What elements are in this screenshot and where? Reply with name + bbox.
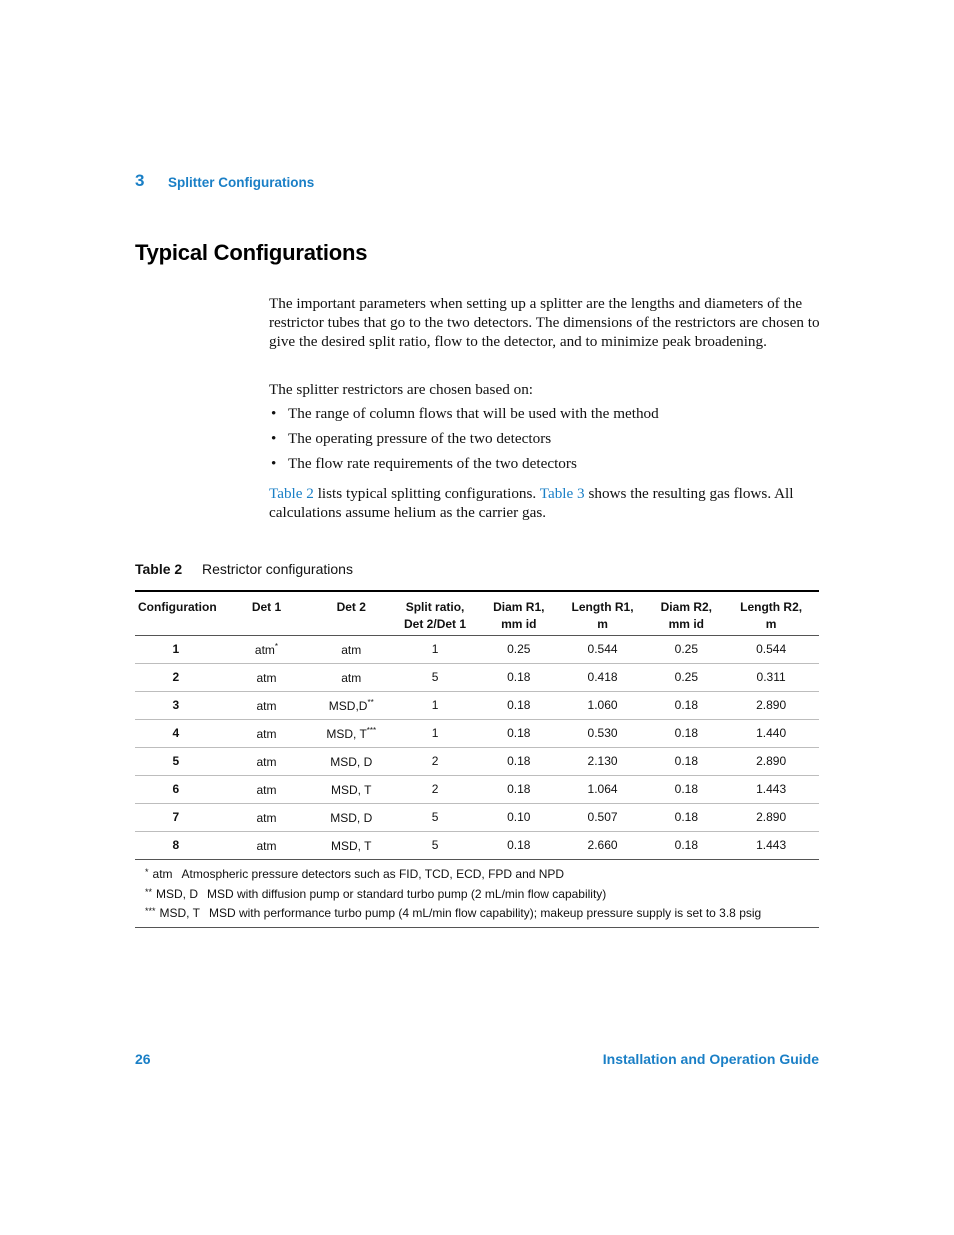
cell-config: 3 — [172, 698, 180, 712]
cell-length-r1: 0.418 — [587, 670, 618, 684]
table-row — [135, 831, 819, 859]
cell-text: atm — [256, 726, 277, 741]
cell-diam-r2: 0.18 — [674, 698, 698, 712]
footnote-marker: * — [145, 867, 149, 877]
column-header-line: Diam R1, — [493, 600, 545, 614]
cell-text: atm — [256, 754, 277, 769]
table-row — [135, 663, 819, 691]
cell-diam-r2: 0.25 — [674, 642, 698, 656]
cell-det1 — [219, 691, 315, 719]
page-number: 26 — [135, 1051, 151, 1067]
footnote-marker: *** — [145, 906, 156, 916]
column-header: Det 2 — [336, 600, 366, 614]
intro-paragraph: The important parameters when setting up a splitter are the lengths and diameters of the restrictor tubes that go to the two detectors. The dimensions of the restrictors are chosen to give the desired split ratio, flow to the detector, and to minimize peak broadening. — [269, 295, 820, 350]
list-item — [269, 429, 821, 454]
table-footnotes — [135, 864, 819, 928]
column-header — [556, 591, 650, 635]
cell-diam-r1: 0.18 — [507, 838, 531, 852]
cell-diam-r2: 0.18 — [674, 726, 698, 740]
cell-split-ratio: 5 — [431, 670, 439, 684]
cell-text: MSD,D — [328, 698, 368, 713]
cell-text: atm — [341, 670, 362, 685]
footnote-marker: * — [274, 641, 279, 651]
column-header-line: m — [765, 617, 777, 631]
column-header-line: mm id — [501, 617, 537, 631]
cell-length-r2: 1.443 — [756, 838, 787, 852]
bullet-icon: • — [271, 430, 277, 447]
footnote-marker: ** — [145, 886, 153, 897]
footnote-marker: *** — [366, 725, 377, 735]
table-row — [135, 803, 819, 831]
cell-length-r2: 2.890 — [756, 754, 787, 768]
cell-text: MSD, D — [330, 810, 373, 825]
cell-split-ratio: 5 — [431, 838, 439, 852]
cell-length-r1: 0.544 — [587, 642, 618, 656]
cell-split-ratio: 1 — [431, 726, 439, 740]
cell-length-r2: 1.440 — [756, 726, 787, 740]
cell-text: MSD, D — [330, 754, 373, 769]
cell-det2 — [314, 775, 388, 803]
cell-split-ratio: 5 — [431, 810, 439, 824]
cell-diam-r1: 0.10 — [507, 810, 531, 824]
cell-text: atm — [254, 642, 275, 657]
table-reference-paragraph — [269, 484, 821, 522]
cell-diam-r1: 0.18 — [507, 782, 531, 796]
cell-config: 7 — [172, 810, 180, 824]
cell-length-r2: 0.311 — [756, 670, 786, 684]
cell-text: atm — [256, 782, 277, 797]
footnote — [145, 884, 819, 904]
criteria-lead-in: The splitter restrictors are chosen based on: — [269, 381, 534, 398]
section-title: Typical Configurations — [135, 240, 368, 265]
paragraph-text: shows the resulting gas flows. All calculations assume helium as the carrier gas. — [269, 485, 794, 521]
cell-length-r2: 2.890 — [756, 698, 787, 712]
cell-text: MSD, T — [331, 838, 372, 853]
footnote-key: MSD, D — [156, 886, 199, 901]
footnote-text: Atmospheric pressure detectors such as FID, TCD, ECD, FPD and NPD — [181, 867, 565, 881]
cell-det1 — [219, 635, 315, 663]
cell-text: MSD, T — [326, 726, 367, 741]
restrictor-configurations-table — [135, 590, 819, 860]
cell-diam-r1: 0.18 — [507, 698, 531, 712]
cell-length-r1: 1.060 — [587, 698, 618, 712]
footnote-text: MSD with diffusion pump or standard turbo pump (2 mL/min flow capability) — [207, 886, 607, 901]
cell-det1 — [219, 663, 315, 691]
cell-length-r1: 1.064 — [587, 782, 618, 796]
cell-length-r1: 2.660 — [587, 838, 618, 852]
cell-det2 — [314, 691, 388, 719]
cell-text: atm — [256, 810, 277, 825]
footnote — [145, 864, 819, 884]
chapter-title: Splitter Configurations — [168, 175, 315, 190]
table-row — [135, 775, 819, 803]
cell-split-ratio: 1 — [431, 698, 439, 712]
table-row — [135, 691, 819, 719]
cell-config: 5 — [172, 754, 180, 768]
chapter-number: 3 — [135, 171, 145, 190]
cell-det1 — [219, 803, 315, 831]
column-header — [482, 591, 556, 635]
table-2-link[interactable]: Table 2 — [269, 485, 314, 502]
footnote-marker: ** — [367, 697, 374, 707]
table-row — [135, 635, 819, 663]
column-header: Configuration — [138, 600, 217, 614]
cell-split-ratio: 2 — [431, 782, 439, 796]
table-header-row — [135, 591, 819, 635]
cell-length-r1: 2.130 — [587, 754, 618, 768]
cell-config: 4 — [172, 726, 180, 740]
cell-config: 2 — [172, 670, 180, 684]
bullet-icon: • — [271, 405, 277, 422]
column-header-line: Split ratio, — [405, 600, 465, 614]
cell-det1 — [219, 831, 315, 859]
column-header-line: Length R1, — [571, 600, 634, 614]
cell-det1 — [219, 719, 315, 747]
column-header-line: mm id — [668, 617, 704, 631]
cell-text: atm — [256, 838, 277, 853]
column-header-line: m — [597, 617, 608, 631]
cell-config: 1 — [172, 642, 180, 656]
column-header: Det 1 — [251, 600, 282, 614]
cell-text: atm — [341, 642, 362, 657]
cell-det2 — [314, 831, 388, 859]
cell-length-r1: 0.507 — [587, 810, 618, 824]
cell-det1 — [219, 747, 315, 775]
cell-split-ratio: 1 — [431, 642, 439, 656]
cell-diam-r1: 0.18 — [507, 726, 531, 740]
table-caption — [135, 561, 353, 577]
cell-config: 6 — [172, 782, 180, 796]
guide-title: Installation and Operation Guide — [602, 1051, 819, 1067]
list-item-text: The range of column flows that will be used with the method — [288, 405, 659, 422]
cell-det2 — [314, 719, 388, 747]
cell-split-ratio: 2 — [431, 754, 439, 768]
cell-diam-r1: 0.18 — [507, 754, 531, 768]
cell-config: 8 — [172, 838, 180, 852]
cell-det2 — [314, 747, 388, 775]
cell-det2 — [314, 803, 388, 831]
list-item-text: The operating pressure of the two detectors — [288, 430, 552, 447]
column-header-line: Det 2/Det 1 — [404, 617, 467, 631]
cell-diam-r1: 0.18 — [507, 670, 531, 684]
column-header-line: Length R2, — [740, 600, 803, 614]
cell-diam-r2: 0.18 — [674, 754, 698, 768]
cell-length-r2: 2.890 — [756, 810, 787, 824]
cell-det1 — [219, 775, 315, 803]
table-row — [135, 747, 819, 775]
paragraph-text: lists typical splitting configurations. — [313, 485, 540, 502]
footnote-text: MSD with performance turbo pump (4 mL/min flow capability); makeup pressure supply is set to 3.8 psig — [208, 906, 762, 920]
cell-diam-r1: 0.25 — [507, 642, 531, 656]
bullet-icon: • — [271, 455, 277, 472]
list-item — [269, 454, 821, 479]
criteria-list — [269, 404, 821, 479]
cell-text: atm — [256, 670, 277, 685]
table-row — [135, 719, 819, 747]
cell-length-r2: 0.544 — [756, 642, 787, 656]
cell-text: MSD, T — [331, 782, 372, 797]
cell-det2 — [314, 635, 388, 663]
cell-length-r1: 0.530 — [587, 726, 618, 740]
table-caption-title: Restrictor configurations — [202, 561, 353, 577]
cell-length-r2: 1.443 — [756, 782, 787, 796]
footnote-key: MSD, T — [159, 906, 200, 920]
column-header — [723, 591, 819, 635]
cell-diam-r2: 0.18 — [674, 810, 698, 824]
column-header-line: Diam R2, — [660, 600, 712, 614]
table-caption-number: Table 2 — [135, 561, 183, 577]
footnote — [145, 903, 819, 923]
table-3-link[interactable]: Table 3 — [539, 485, 585, 502]
list-item — [269, 404, 821, 429]
list-item-text: The flow rate requirements of the two detectors — [288, 455, 577, 472]
column-header — [649, 591, 723, 635]
cell-text: atm — [256, 698, 277, 713]
footnote-key: atm — [152, 867, 173, 881]
cell-diam-r2: 0.25 — [674, 670, 698, 684]
cell-diam-r2: 0.18 — [674, 782, 698, 796]
cell-diam-r2: 0.18 — [674, 838, 698, 852]
cell-det2 — [314, 663, 388, 691]
column-header — [388, 591, 482, 635]
